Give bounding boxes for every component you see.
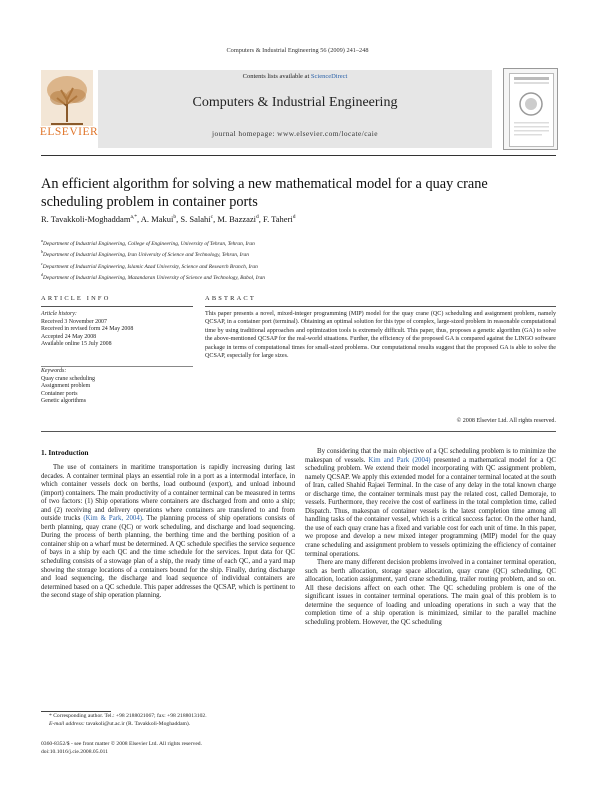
paragraph: By considering that the main objective of a QC scheduling problem is to minimize the makespan of vessels. Kim and Park (2004) presented a mathematical model for a QC scheduling problem. We extend their model incorporating with QC assignment problem, namely QCSAP. We apply this extended model for a container terminal located at the south of Iran, called Shahid Rajaei Terminal. In the case of any delay in the total known charge or discharge time, the container terminals must pay the related cost, called Demoraje, to vessels. Furthermore, they receive the cost of earliness in the total completion time, called Dispatch. Thus, makespan of container vessels is the latest completion time among all handling tasks of the container vessel, which is a critical success factor. On the other hand, the use of each quay crane has a fixed and variable cost for each unit of time. In this paper, we propose and develop a new mixed integer programming (MIP) model for the quay crane scheduling and assignment problem to vessels optimizing the efficiency of container terminal operations. — [305, 448, 556, 558]
cover-page — [509, 73, 554, 147]
author[interactable]: R. Tavakkoli-Moghaddam$^{a,*}$ — [41, 214, 138, 224]
affiliation: $^c$Department of Industrial Engineering, Islamic Azad University, Science and Research Branch, Iran — [41, 260, 258, 270]
abstract-text: This paper presents a novel, mixed-integer programming (MIP) model for the quay crane (QC) scheduling and assignment problem, namely QCSAP, in a container port (terminal). Obtaining an optimal solution for this type of complex, large-sized problem in reasonable computational time by using traditional approaches and optimization tools is extremely difficult. This paper, thus, proposes a genetic algorithm (GA) to solve the above-mentioned QCSAP for the real-world situations. Further, the efficiency of the proposed GA is compared against the LINGO software package in terms of computational times for small-sized problems. Our computational results suggest that the proposed GA is able to solve the QCSAP, especially for large sizes. — [205, 311, 556, 360]
journal-homepage[interactable]: journal homepage: www.elsevier.com/locate/caie — [212, 129, 378, 138]
journal-cover-thumbnail — [503, 68, 558, 150]
paragraph: The use of containers in maritime transportation is rapidly increasing during last decades. A container terminal plays an essential role in a port as a intermodal interface, in which container vessels dock on berths, load outbound (export), and unload inbound (import) containers. The main productivity of a container terminal can be measured in terms of two factors: (1) Ship operations where containers are discharged from and onto a ship; and (2) receiving and delivery operations where containers are transfered to and from outside trucks (Kim & Park, 2004). The planning process of ship operations consists of berth planning, quay crane (QC) or work scheduling, and discharge and load sequencing. During the process of berth planning, the berthing time and the berthing position of a container ship on a wharf must be determined. A QC schedule specifies the service sequence of bays in a ship by each QC and the time schedule for the services. Input data for QC scheduling consists of a stowage plan of a ship, the ready time of each QC, and a yard map showing the storage locations of a containers bound for the ship. Finally, during discharge and load sequencing, the discharge and load sequence of individual containers are determined based on a QC schedule. This paper addresses the QCSAP, which is pertinent to the second stage of ship operation planning. — [41, 464, 295, 600]
journal-title: Computers & Industrial Engineering — [192, 95, 398, 110]
author[interactable]: S. Salahi$^c$ — [180, 214, 214, 224]
affiliation: $^d$Department of Industrial Engineering, Mazandaran University of Science and Technology, Babol, Iran — [41, 271, 265, 281]
paragraph: There are many different decision problems involved in a container terminal operation, such as berth allocation, storage space allocation, quay crane (QC) scheduling, QC allocation, location assignment, yard crane scheduling, trailer routing problem, and so on. All these decisions affect on each other. The QC scheduling problem is one of the significant issues in container terminal operations. The main goal of this problem is to determine the sequence of loading and unloading operations in such a way that the completion time of a ship operation is minimized, similar to the parallel machine scheduling problem. However, the QC scheduling — [305, 559, 556, 626]
paper-title-line-2: scheduling problem in container ports — [41, 194, 258, 210]
author-list: R. Tavakkoli-Moghaddam$^{a,*}$, A. Makui$^b$, S. Salahi$^c$, M. Bazzazi$^d$, F. Taheri$^d$ — [41, 214, 296, 224]
keywords-label: Keywords: — [41, 368, 67, 374]
body-column-left — [41, 464, 295, 778]
article-info-rule — [41, 306, 193, 307]
cover-art-icon — [510, 74, 553, 146]
author[interactable]: A. Makui$^b$ — [140, 214, 177, 224]
article-history — [41, 311, 193, 349]
article-info-heading: ARTICLE INFO — [41, 295, 111, 302]
affiliations — [41, 237, 556, 282]
keyword: Genetic algorithms — [41, 398, 86, 405]
keyword: Container ports — [41, 390, 78, 397]
affiliation: $^a$Department of Industrial Engineering, College of Engineering, University of Tehran, Tehran, Iran — [41, 238, 255, 247]
affiliation: $^b$Department of Industrial Engineering, Iran University of Science and Technology, Tehran, Iran — [41, 249, 249, 259]
history-label: Article history: — [41, 311, 77, 317]
publisher-name: ELSEVIER — [39, 126, 99, 138]
paper-title-line-1: An efficient algorithm for solving a new mathematical model for a quay crane — [41, 176, 488, 192]
citation-link[interactable]: (Kim & Park, 2004) — [83, 515, 143, 523]
history-item: Available online 15 July 2008 — [41, 341, 112, 348]
front-matter-divider — [41, 431, 556, 432]
author[interactable]: M. Bazzazi$^d$ — [217, 214, 259, 224]
doi-line[interactable]: doi:10.1016/j.cie.2008.05.011 — [41, 748, 109, 755]
author[interactable]: F. Taheri$^d$ — [263, 214, 296, 224]
keywords — [41, 368, 193, 406]
running-head: Computers & Industrial Engineering 56 (2009) 241–248 — [226, 47, 369, 54]
section-heading-introduction: 1. Introduction — [41, 448, 89, 457]
citation-link[interactable]: Kim and Park (2004) — [368, 456, 431, 464]
contents-prefix: Contents lists available at — [242, 73, 311, 80]
keyword: Assignment problem — [41, 383, 91, 390]
paper-title — [41, 175, 556, 211]
body-column-right — [305, 448, 556, 782]
abstract-heading: ABSTRACT — [205, 295, 256, 302]
copyright-notice: © 2008 Elsevier Ltd. All rights reserved. — [456, 418, 556, 424]
footnote-rule — [41, 711, 111, 712]
keywords-rule — [41, 366, 193, 367]
history-item: Received 3 November 2007 — [41, 318, 107, 325]
header-divider — [41, 155, 556, 156]
keyword: Quay crane scheduling — [41, 375, 95, 382]
issn-line: 0360-8352/$ - see front matter © 2008 Elsevier Ltd. All rights reserved. — [41, 741, 202, 747]
abstract-rule — [205, 306, 556, 307]
issn-doi-block — [41, 741, 295, 757]
history-item: Received in revised form 24 May 2008 — [41, 326, 134, 333]
sciencedirect-link[interactable]: ScienceDirect — [310, 73, 348, 80]
footnote-email: E-mail address: tavakoli@ut.ac.ir (R. Tavakkoli-Moghaddam). — [49, 720, 191, 727]
history-item: Accepted 24 May 2008 — [41, 333, 97, 340]
contents-line — [98, 73, 492, 80]
corresponding-author-footnote — [41, 713, 295, 729]
footnote-contact: * Corresponding author. Tel.: +98 2188021067; fax: +98 2188013102. — [49, 713, 207, 719]
